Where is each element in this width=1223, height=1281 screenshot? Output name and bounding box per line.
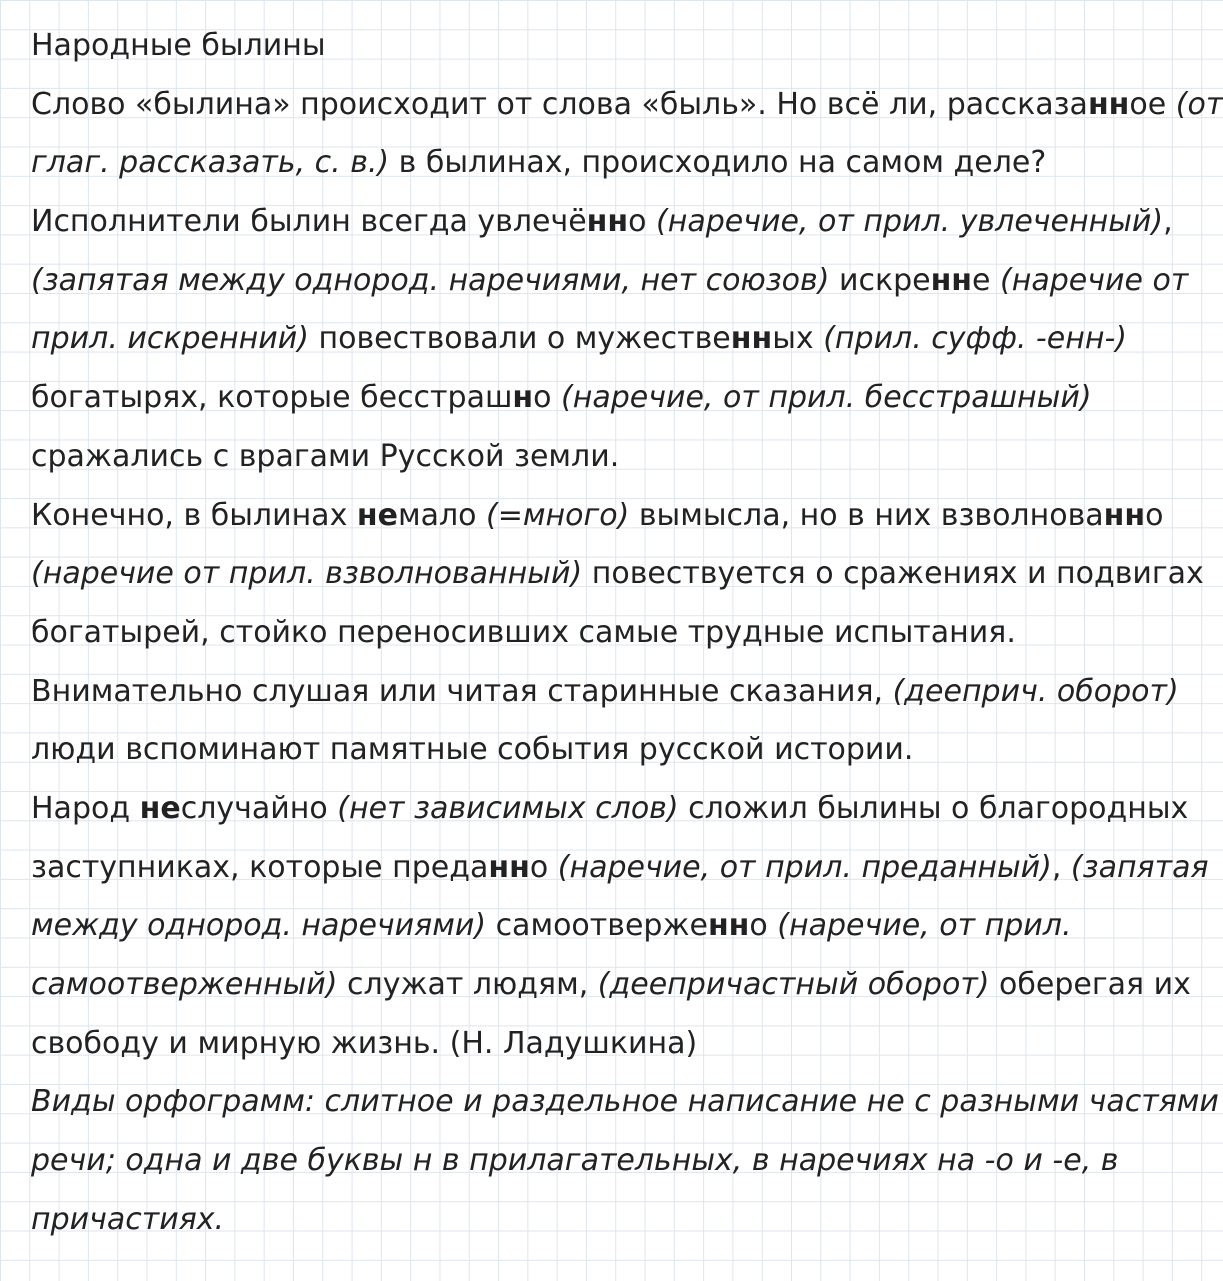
highlighted-spelling: нн — [1103, 497, 1146, 533]
text-line — [31, 76, 1223, 135]
text-line — [31, 897, 1181, 956]
text-line — [31, 252, 1189, 311]
text-line — [31, 369, 1181, 428]
text-line — [31, 604, 1181, 663]
highlighted-spelling: нн — [930, 262, 973, 298]
text-line — [31, 1132, 1181, 1191]
grammar-note: (дееприч. оборот) — [892, 673, 1179, 709]
grammar-note: (деепричастный оборот) — [597, 967, 990, 1002]
highlighted-spelling: нн — [586, 204, 629, 240]
text-line — [31, 487, 1181, 546]
text-segment: случайно — [180, 790, 338, 826]
grammar-note: самоотверженный) — [31, 967, 338, 1002]
text-line — [31, 1015, 1181, 1074]
grammar-note: (наречие, от прил. бесстрашный) — [561, 380, 1092, 416]
text-line — [31, 310, 1181, 369]
text-segment: ых — [772, 321, 824, 357]
text-segment: свободу и мирную жизнь. (Н. Ладушкина) — [31, 1025, 698, 1061]
text-segment: люди вспоминают памятные события русской истории. — [31, 732, 914, 768]
text-segment: служат людям, — [337, 967, 598, 1002]
grammar-note: между однород. наречиями) — [31, 908, 487, 944]
text-segment: в былинах, происходило на самом деле? — [389, 145, 1047, 181]
text-segment: о — [1145, 497, 1164, 533]
text-segment: сражались с врагами Русской земли. — [31, 438, 620, 474]
grammar-note: (запятая — [1070, 849, 1209, 885]
text-line — [31, 956, 1191, 1015]
text-segment: Слово «былина» происходит от слова «быль». Но всё ли, рассказа — [31, 86, 1088, 122]
text-segment: о — [749, 908, 778, 944]
text-segment: мало — [397, 497, 487, 533]
text-segment: Исполнители былин всегда увлечё — [31, 204, 587, 240]
highlighted-spelling: не — [139, 790, 181, 826]
grammar-note: (наречие, от прил. преданный) — [557, 849, 1052, 885]
text-segment: Внимательно слушая или читая старинные сказания, — [31, 673, 893, 709]
grammar-note: (запятая между однород. наречиями, нет союзов) — [31, 262, 830, 298]
text-segment: искре — [829, 262, 931, 298]
text-segment: повествовали о мужестве — [308, 321, 731, 357]
text-line — [31, 780, 1189, 839]
text-segment: Народные былины — [31, 28, 326, 63]
text-segment: ое — [1129, 86, 1176, 122]
grammar-note: Виды орфограмм: слитное и раздельное написание не с разными частями — [31, 1084, 1219, 1120]
text-segment: богатырях, которые бесстраш — [31, 380, 513, 416]
grammar-note: (наречие, от прил. — [777, 908, 1072, 944]
text-segment: Конечно, в былинах — [31, 497, 357, 533]
document-title — [31, 17, 1181, 76]
text-segment: оберегая их — [989, 967, 1191, 1002]
text-line — [31, 839, 1209, 898]
text-line — [31, 1073, 1219, 1132]
text-segment: е — [972, 262, 1001, 298]
grammar-note: (наречие от прил. взволнованный) — [31, 556, 583, 592]
grammar-note: (наречие от — [1000, 262, 1189, 298]
grammar-note: (наречие, от прил. увлеченный) — [656, 204, 1164, 240]
text-segment: , — [1051, 849, 1071, 885]
highlighted-spelling: н — [512, 380, 534, 416]
text-segment: о — [533, 380, 562, 416]
text-line — [31, 1191, 1181, 1250]
document-text — [31, 17, 1223, 1249]
text-line — [31, 545, 1204, 604]
highlighted-spelling: нн — [1087, 86, 1130, 122]
text-segment: , — [1163, 204, 1173, 240]
grammar-note: речи; одна и две буквы н в прилагательных, в наречиях на -о и -е, в — [31, 1143, 1119, 1179]
highlighted-spelling: не — [356, 497, 398, 533]
grammar-note: (нет зависимых слов) — [337, 790, 679, 826]
text-line — [31, 721, 1181, 780]
text-segment: о — [628, 204, 657, 240]
text-segment: вымысла, но в них взволнова — [629, 497, 1104, 533]
text-segment: о — [529, 849, 558, 885]
grammar-note: (=много) — [486, 497, 630, 533]
grammar-note: глаг. рассказать, с. в.) — [31, 145, 390, 181]
highlighted-spelling: нн — [730, 321, 773, 357]
text-segment: заступниках, которые преда — [31, 849, 489, 885]
highlighted-spelling: нн — [488, 849, 530, 885]
grammar-note: прил. искренний) — [31, 321, 309, 357]
grammar-note: (прил. суфф. -енн-) — [823, 321, 1127, 357]
highlighted-spelling: нн — [707, 908, 750, 944]
text-line — [31, 134, 1181, 193]
text-segment: самоотверже — [486, 908, 708, 944]
text-segment: повествуется о сражениях и подвигах — [582, 556, 1204, 592]
grammar-note: причастиях. — [31, 1201, 225, 1237]
text-segment: богатырей, стойко переносивших самые трудные испытания. — [31, 614, 1016, 650]
grammar-note: (от — [1175, 86, 1223, 122]
text-line — [31, 193, 1181, 252]
text-segment: сложил былины о благородных — [678, 790, 1189, 826]
text-segment: Народ — [31, 790, 140, 826]
text-line — [31, 663, 1181, 722]
text-line — [31, 428, 1181, 487]
